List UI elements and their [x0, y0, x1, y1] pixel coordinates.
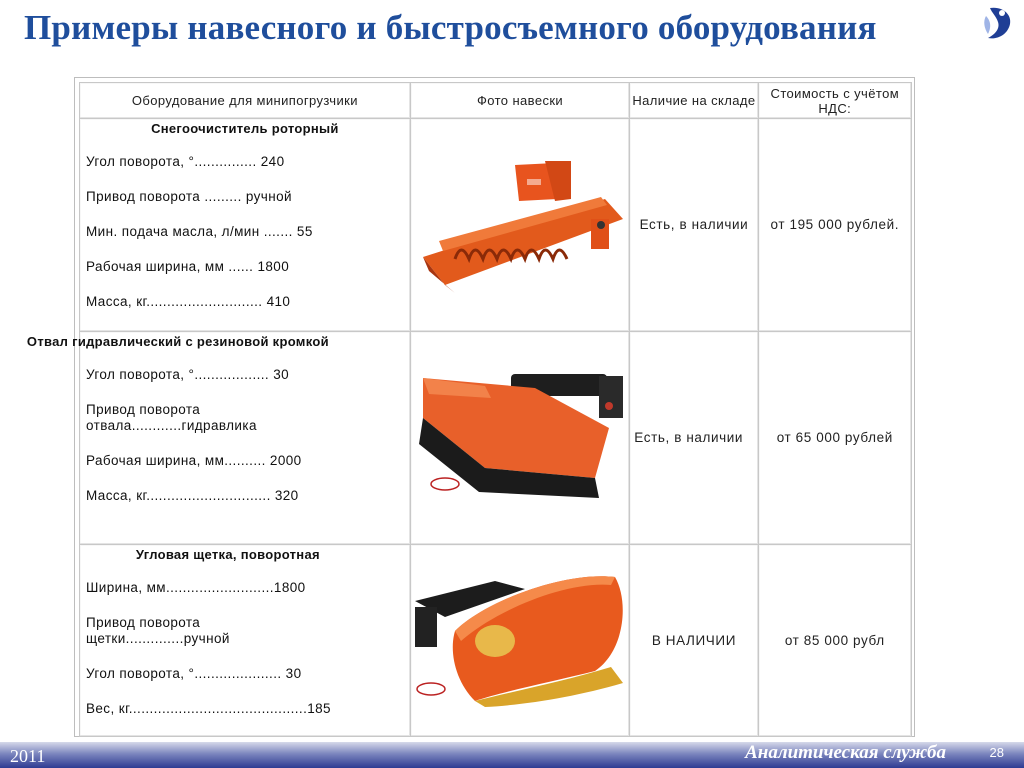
table-row — [79, 118, 912, 331]
angle-broom-image — [415, 571, 628, 707]
spec-line: Привод поворота отвала............гидравлика — [86, 402, 257, 433]
spec-line: Мин. подача масла, л/мин ....... 55 — [86, 224, 313, 239]
spec-line: Ширина, мм..........................1800 — [86, 580, 306, 595]
spec-line: Угол поворота, °.................. 30 — [86, 367, 290, 382]
header-equipment: Оборудование для минипогрузчики — [79, 82, 410, 118]
company-logo-icon — [980, 4, 1016, 44]
availability-cell: В НАЛИЧИИ — [629, 544, 757, 737]
table-row — [79, 544, 912, 737]
equipment-table — [26, 82, 912, 737]
header-availability: Наличие на складе — [629, 82, 757, 118]
equipment-spec-cell — [26, 331, 410, 544]
spec-line: Рабочая ширина, мм ...... 1800 — [86, 259, 290, 274]
price-cell: от 195 000 рублей. — [758, 118, 912, 331]
price-cell: от 65 000 рублей — [758, 331, 912, 544]
availability-cell: Есть, в наличии — [629, 331, 757, 544]
equipment-table-frame — [26, 77, 915, 737]
slide-title: Примеры навесного и быстросъемного оборудования — [24, 8, 877, 47]
page-number: 28 — [989, 745, 1004, 760]
snow-blower-image — [415, 159, 628, 293]
spec-line: Угол поворота, °............... 240 — [86, 154, 285, 169]
availability-cell: Есть, в наличии — [629, 118, 757, 331]
spec-line: Масса, кг............................ 410 — [86, 294, 291, 309]
footer-year: 2011 — [10, 746, 46, 766]
spec-line: Привод поворота щетки..............ручной — [86, 615, 230, 646]
table-row — [79, 331, 912, 544]
footer-service: Аналитическая служба — [745, 742, 946, 763]
equipment-name: Снегоочиститель роторный — [151, 121, 339, 136]
dozer-blade-image — [415, 358, 628, 518]
photo-cell — [410, 544, 630, 737]
photo-cell — [410, 331, 630, 544]
spec-line: Вес, кг...........................................185 — [86, 701, 331, 716]
spec-line: Рабочая ширина, мм.......... 2000 — [86, 453, 302, 468]
header-price: Стоимость с учётом НДС: — [758, 82, 912, 118]
equipment-spec-cell — [79, 544, 410, 737]
spec-line: Привод поворота ......... ручной — [86, 189, 292, 204]
photo-cell — [410, 118, 630, 331]
spec-line: Угол поворота, °..................... 30 — [86, 666, 302, 681]
equipment-name: Отвал гидравлический с резиновой кромкой — [26, 334, 329, 349]
spec-line: Масса, кг.............................. 320 — [86, 488, 299, 503]
header-photo: Фото навески — [410, 82, 630, 118]
equipment-spec-cell — [79, 118, 410, 331]
table-header-row — [79, 82, 912, 118]
equipment-name: Угловая щетка, поворотная — [135, 547, 320, 562]
price-cell: от 85 000 рубл — [758, 544, 912, 737]
